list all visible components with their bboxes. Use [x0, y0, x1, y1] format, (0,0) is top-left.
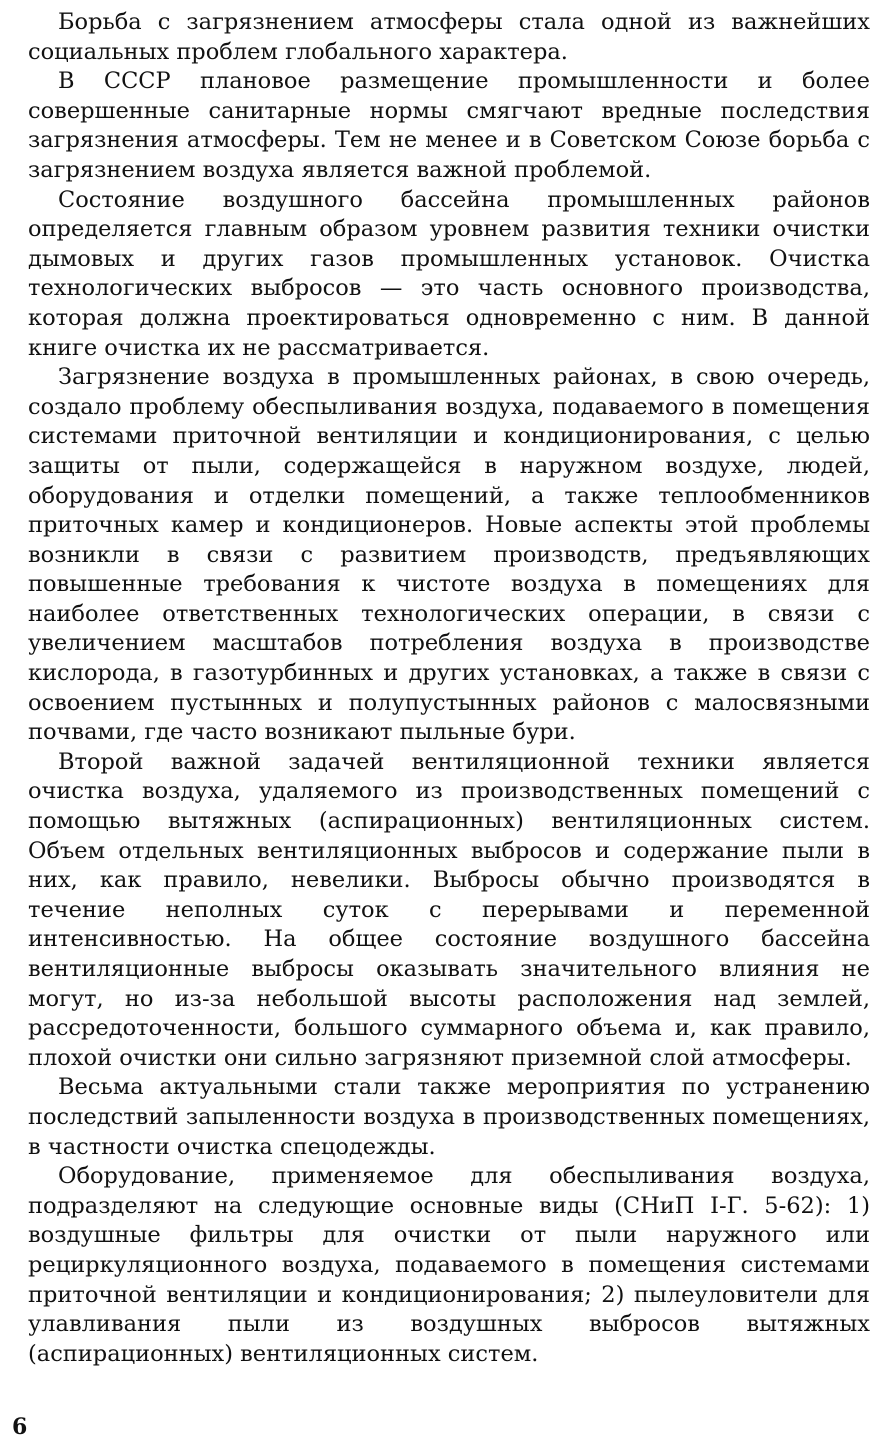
- paragraph-2: В СССР плановое размещение промышленности и более совершенные санитарные нормы смягчают вредные последствия загрязнения атмосферы. Тем не менее и в Советском Союзе борьба с загрязнением воздуха является важной проблемой.: [28, 68, 870, 183]
- paragraph-7: Оборудование, применяемое для обеспыливания воздуха, подразделяют на следующие основные виды (СНиП I-Г. 5-62): 1) воздушные фильтры для очистки от пыли наружного или рециркуляционного воздуха, подаваемого в помещения системами приточной вентиляции и кондиционирования; 2) пылеуловители для улавливания пыли из воздушных выбросов вытяжных (аспирационных) вентиляционных систем.: [28, 1163, 870, 1367]
- paragraph-1: Борьба с загрязнением атмосферы стала одной из важнейших социальных проблем глобального характера.: [28, 9, 870, 65]
- paragraph-5: Второй важной задачей вентиляционной техники является очистка воздуха, удаляемого из производственных помещений с помощью вытяжных (аспирационных) вентиляционных систем. Объем отдельных вентиляционных выбросов и содержание пыли в них, как правило, невелики. Выбросы обычно производятся в течение неполных суток с перерывами и переменной интенсивностью. На общее состояние воздушного бассейна вентиляционные выбросы оказывать значительного влияния не могут, но из-за небольшой высоты расположения над землей, рассредоточенности, большого суммарного объема и, как правило, плохой очистки они сильно загрязняют приземной слой атмосферы.: [28, 748, 870, 1071]
- page-number: 6: [12, 1414, 28, 1440]
- paragraph-4: Загрязнение воздуха в промышленных районах, в свою очередь, создало проблему обеспыливания воздуха, подаваемого в помещения системами приточной вентиляции и кондиционирования, с целью защиты от пыли, содержащейся в наружном воздухе, людей, оборудования и отделки помещений, а также теплообменников приточных камер и кондиционеров. Новые аспекты этой проблемы возникли в связи с развитием производств, предъявляющих повышенные требования к чистоте воздуха в помещениях для наиболее ответственных технологических операции, в связи с увеличением масштабов потребления воздуха в производстве кислорода, в газотурбинных и других установках, а также в связи с освоением пустынных и полупустынных районов с малосвязными почвами, где часто возникают пыльные бури.: [28, 364, 870, 746]
- page-text: [28, 8, 870, 1369]
- paragraph-6: Весьма актуальными стали также мероприятия по устранению последствий запыленности воздуха в производственных помещениях, в частности очистка спецодежды.: [28, 1074, 870, 1160]
- paragraph-3: Состояние воздушного бассейна промышленных районов определяется главным образом уровнем развития техники очистки дымовых и других газов промышленных установок. Очистка технологических выбросов — это часть основного производства, которая должна проектироваться одновременно с ним. В данной книге очистка их не рассматривается.: [28, 186, 870, 361]
